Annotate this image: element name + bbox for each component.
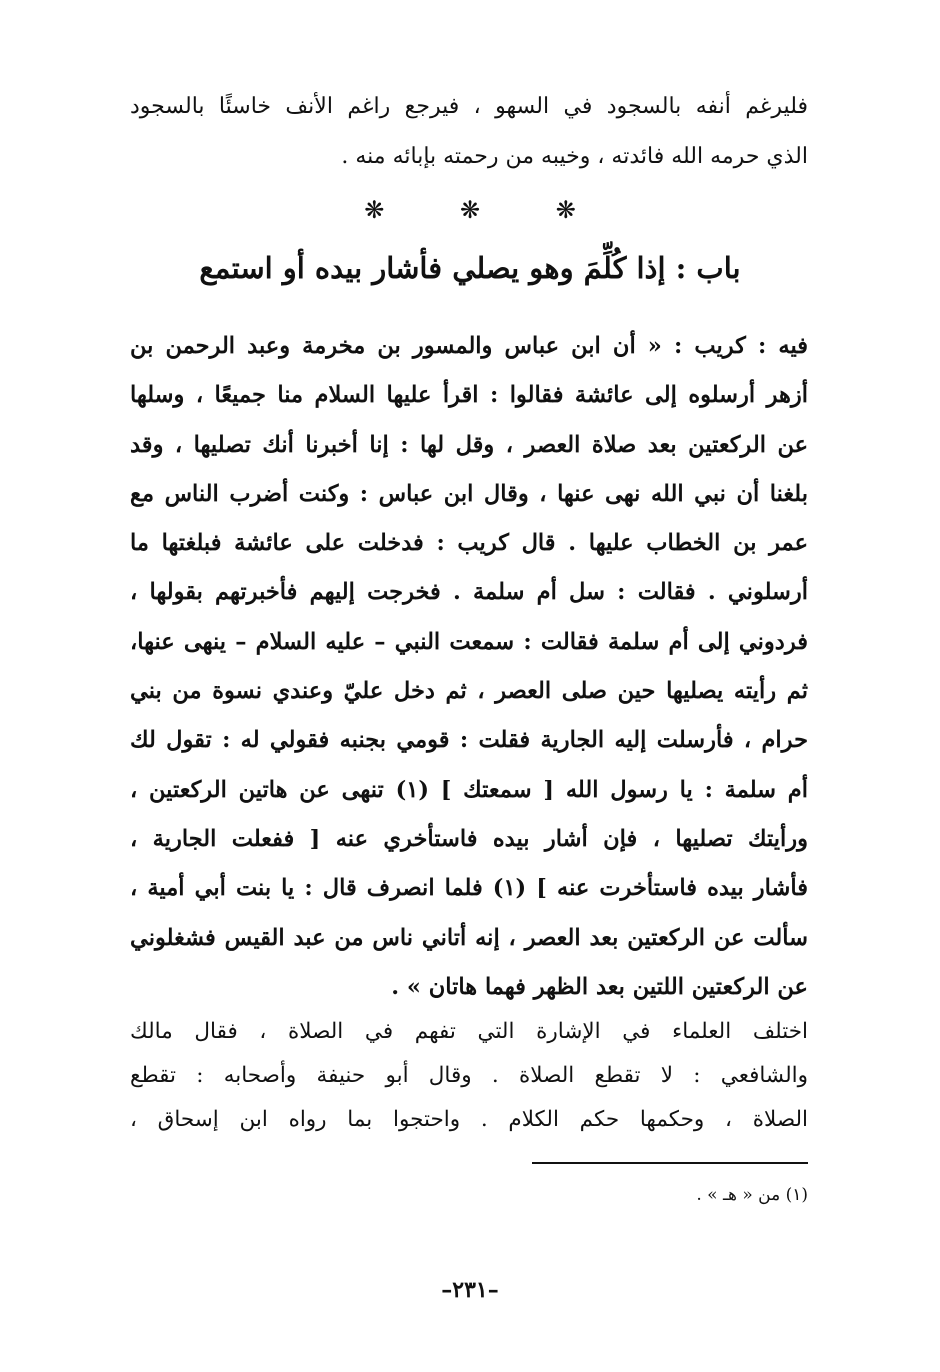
chapter-title: باب : إذا كُلِّمَ وهو يصلي فأشار بيده أو استمع <box>199 251 741 285</box>
discussion-paragraph <box>130 1010 808 1142</box>
star-icon: ❋ <box>555 196 576 224</box>
discussion-line: والشافعي : لا تقطع الصلاة . وقال أبو حنيفة وأصحابه : تقطع <box>130 1063 808 1088</box>
intro-paragraph <box>130 82 808 182</box>
intro-line: الذي حرمه الله فائدته ، وخيبه من رحمته بإبائه منه . <box>341 144 808 169</box>
hadith-line: سألت عن الركعتين بعد العصر ، إنه أتاني ناس من عبد القيس فشغلوني <box>130 924 808 951</box>
hadith-paragraph <box>130 322 808 1012</box>
intro-line: فليرغم أنفه بالسجود في السهو ، فيرجع راغم الأنف خاسئًا بالسجود <box>130 94 808 119</box>
hadith-line: عن الركعتين اللتين بعد الظهر فهما هاتان » . <box>391 973 808 1000</box>
discussion-line: اختلف العلماء في الإشارة التي تفهم في الصلاة ، فقال مالك <box>130 1019 808 1044</box>
hadith-line: بلغنا أن نبي الله نهى عنها ، وقال ابن عباس : وكنت أضرب الناس مع <box>130 480 808 507</box>
hadith-line: عن الركعتين بعد صلاة العصر ، وقل لها : إنا أخبرنا أنك تصليها ، وقد <box>130 431 808 458</box>
hadith-line: فردوني إلى أم سلمة فقالت : سمعت النبي – عليه السلام – ينهى عنها، <box>130 628 808 655</box>
hadith-line: فيه : كريب : « أن ابن عباس والمسور بن مخرمة وعبد الرحمن بن <box>130 333 808 359</box>
discussion-line: الصلاة ، وحكمها حكم الكلام . واحتجوا بما رواه ابن إسحاق ، <box>130 1107 808 1132</box>
section-separator <box>0 196 940 224</box>
footnote-divider <box>532 1162 808 1164</box>
star-icon: ❋ <box>364 196 385 224</box>
hadith-line: ورأيتك تصليها ، فإن أشار بيده فاستأخري عنه [ ففعلت الجارية ، <box>130 825 808 852</box>
hadith-line: حرام ، فأرسلت إليه الجارية فقلت : قومي بجنبه فقولي له : تقول لك <box>130 727 808 754</box>
hadith-line: أم سلمة : يا رسول الله [ سمعتك ] (١) تنهى عن هاتين الركعتين ، <box>130 776 808 803</box>
hadith-line: أزهر أرسلوه إلى عائشة فقالوا : اقرأ عليها السلام منا جميعًا ، وسلها <box>130 382 808 409</box>
hadith-line: أرسلوني . فقالت : سل أم سلمة . فخرجت إليهم فأخبرتهم بقولها ، <box>130 579 808 606</box>
footnote: (١) من « هـ » . <box>696 1185 808 1205</box>
page-number: –٢٣١– <box>441 1277 499 1303</box>
hadith-line: ثم رأيته يصليها حين صلى العصر ، ثم دخل عليّ وعندي نسوة من بني <box>130 678 808 705</box>
hadith-line: فأشار بيده فاستأخرت عنه ] (١) فلما انصرف قال : يا بنت أبي أمية ، <box>130 875 808 902</box>
star-icon: ❋ <box>459 196 481 224</box>
hadith-line: عمر بن الخطاب عليها . قال كريب : فدخلت على عائشة فبلغتها ما <box>130 530 808 557</box>
